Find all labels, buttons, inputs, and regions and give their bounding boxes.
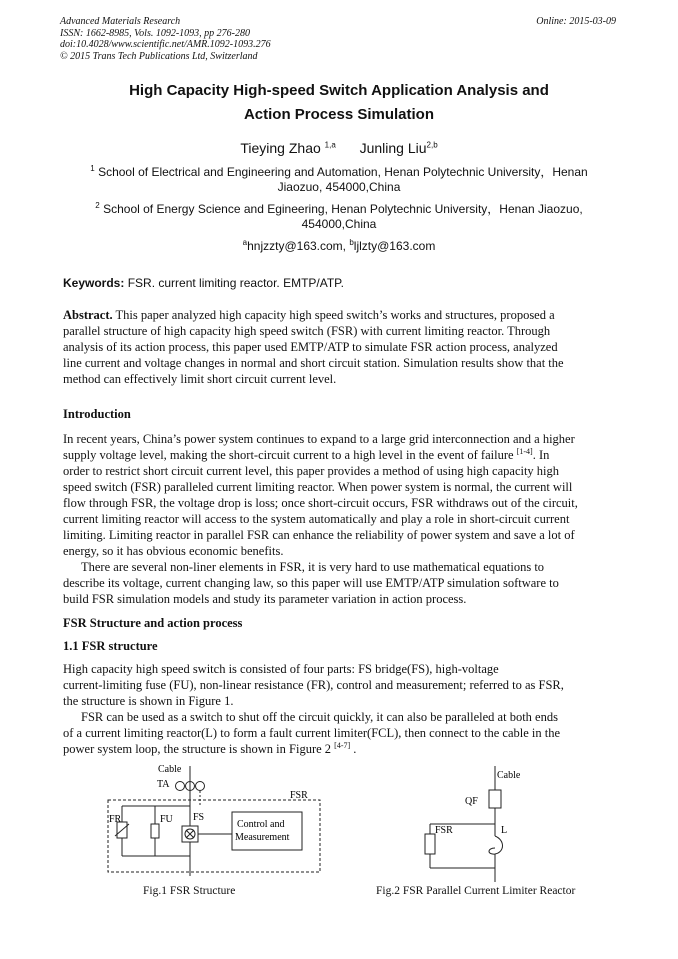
affiliation-1-line2: Jiaozuo, 454000,China bbox=[277, 180, 401, 194]
fsr-line: current-limiting fuse (FU), non-linear resistance (FR), control and measurement; referred to as FSR, bbox=[63, 678, 564, 692]
ta-coil-3 bbox=[196, 782, 205, 791]
abstract-line: This paper analyzed high capacity high speed switch’s works and structures, proposed a bbox=[112, 308, 555, 322]
affiliation-1-sup: 1 bbox=[90, 164, 95, 173]
fsr-section-body bbox=[63, 661, 614, 757]
paper-title-line1: High Capacity High-speed Switch Application Analysis and bbox=[129, 82, 549, 99]
fsr-line: the structure is shown in Figure 1. bbox=[63, 694, 234, 708]
journal-header bbox=[60, 16, 271, 62]
fsr-line: of a current limiting reactor(L) to form a fault current limiter(FCL), then connect to the cable in the bbox=[63, 726, 561, 740]
abstract-line: method can effectively limit short circuit current level. bbox=[63, 372, 337, 386]
figure-2-caption: Fig.2 FSR Parallel Current Limiter Reactor bbox=[376, 885, 576, 897]
abstract bbox=[63, 307, 614, 387]
fig1-control-label-1: Control and bbox=[237, 819, 285, 830]
intro-line: energy, so it has obvious economic benefits. bbox=[63, 544, 284, 558]
authors bbox=[60, 140, 618, 156]
fsr-resistor bbox=[425, 834, 435, 854]
fig1-fr-label: FR bbox=[109, 814, 122, 825]
abstract-label: Abstract. bbox=[63, 308, 113, 322]
citation-1-4: [1-4] bbox=[516, 446, 533, 456]
journal-copyright: © 2015 Trans Tech Publications Ltd, Switzerland bbox=[60, 50, 258, 62]
abstract-line: line current and voltage changes in normal and short circuit station. Simulation results show that the bbox=[63, 356, 564, 370]
intro-line: describe its voltage, current changing law, so this paper will use EMTP/ATP simulation software to bbox=[63, 576, 559, 590]
email-a-sup: a bbox=[242, 238, 248, 247]
fig1-cable-label: Cable bbox=[158, 764, 182, 775]
keywords-text: FSR. current limiting reactor. EMTP/ATP. bbox=[124, 276, 344, 290]
author-2-affil: 2,b bbox=[426, 140, 438, 150]
fig2-qf-label: QF bbox=[465, 796, 478, 807]
journal-name: Advanced Materials Research bbox=[60, 16, 181, 27]
intro-line: speed switch (FSR) paralleled current limiting reactor. When power system is normal, the current will bbox=[63, 480, 573, 494]
paper-title-line2: Action Process Simulation bbox=[243, 106, 435, 123]
intro-line: build FSR simulation models and study its parameter variation in action process. bbox=[63, 592, 467, 606]
keywords-label: Keywords: bbox=[63, 276, 125, 290]
journal-doi: doi:10.4028/www.scientific.net/AMR.1092-1093.276 bbox=[60, 39, 271, 50]
fsr-line: FSR can be used as a switch to shut off the circuit quickly, it can also be paralleled at both ends bbox=[81, 710, 558, 724]
fig1-control-label-2: Measurement bbox=[235, 832, 290, 843]
author-1-affil: 1,a bbox=[324, 140, 336, 150]
intro-body bbox=[63, 431, 614, 607]
author-emails bbox=[60, 239, 618, 253]
intro-line: limiting. Limiting reactor in parallel FSR can enhance the reliability of power system and save a lot of bbox=[63, 528, 575, 542]
abstract-line: parallel structure of high capacity high speed switch (FSR) with current limiting reactor. Through bbox=[63, 324, 551, 338]
affiliation-2 bbox=[60, 202, 618, 232]
fsr-subsection-heading: 1.1 FSR structure bbox=[63, 639, 158, 653]
fig1-fsr-label: FSR bbox=[290, 790, 308, 801]
ta-coil-1 bbox=[176, 782, 185, 791]
affiliation-1 bbox=[60, 165, 618, 195]
email-b-sup: b bbox=[349, 238, 354, 247]
intro-line: . In bbox=[532, 448, 550, 462]
keywords bbox=[63, 276, 344, 290]
fig2-fsr-label: FSR bbox=[435, 825, 453, 836]
email-a: hnjzzty@163.com, bbox=[247, 239, 350, 253]
fig2-l-label: L bbox=[501, 825, 508, 836]
online-date: Online: 2015-03-09 bbox=[536, 16, 616, 27]
fsr-line: power system loop, the structure is shown in Figure 2 bbox=[63, 742, 335, 756]
intro-heading: Introduction bbox=[63, 407, 131, 421]
figure-2-parallel-current-limiter bbox=[415, 760, 555, 885]
author-2-name: Junling Liu bbox=[359, 140, 427, 156]
fsr-line: High capacity high speed switch is consisted of four parts: FS bridge(FS), high-voltage bbox=[63, 662, 499, 676]
author-1-name: Tieying Zhao bbox=[240, 140, 321, 156]
intro-line: supply voltage level, making the short-circuit current to a high level in the event of failure bbox=[63, 448, 517, 462]
qf-breaker bbox=[489, 790, 501, 808]
intro-line: flow through FSR, the voltage drop is loss; once short-circuit occurs, FSR withdraws out of the circuit, bbox=[63, 496, 578, 510]
affiliation-2-line2: 454000,China bbox=[301, 217, 377, 231]
fig2-cable-label: Cable bbox=[497, 770, 521, 781]
abstract-line: analysis of its action process, this paper used EMTP/ATP to simulate FSR action process, analyzed bbox=[63, 340, 558, 354]
fsr-line: . bbox=[350, 742, 357, 756]
affiliation-2-line1: School of Energy Science and Egineering, Henan Polytechnic University，Henan Jiaozuo, bbox=[103, 202, 583, 216]
fig1-fs-label: FS bbox=[193, 812, 205, 823]
fsr-section-heading: FSR Structure and action process bbox=[63, 616, 243, 630]
figure-1-caption: Fig.1 FSR Structure bbox=[143, 885, 236, 897]
journal-issn: ISSN: 1662-8985, Vols. 1092-1093, pp 276-280 bbox=[60, 27, 250, 39]
intro-line: current limiting reactor will access to the system automatically and play a role in short-circuit current bbox=[63, 512, 570, 526]
citation-4-7: [4-7] bbox=[334, 740, 351, 750]
intro-line: order to restrict short circuit current level, this paper provides a method of using high capacity high bbox=[63, 464, 560, 478]
intro-line: There are several non-liner elements in FSR, it is very hard to use mathematical equations to bbox=[81, 560, 545, 574]
email-b: ljlzty@163.com bbox=[353, 239, 436, 253]
fig1-ta-label: TA bbox=[157, 779, 170, 790]
figure-1-fsr-structure bbox=[100, 758, 325, 878]
control-measurement-box bbox=[232, 812, 302, 850]
fig1-fu-label: FU bbox=[160, 814, 173, 825]
l-reactor-coil bbox=[489, 836, 503, 854]
affiliation-1-line1: School of Electrical and Engineering and Automation, Henan Polytechnic University，Henan bbox=[98, 165, 588, 179]
affiliation-2-sup: 2 bbox=[95, 201, 100, 210]
intro-line: In recent years, China’s power system continues to expand to a large grid interconnection and a higher bbox=[63, 432, 575, 446]
fu-fuse bbox=[151, 824, 159, 838]
